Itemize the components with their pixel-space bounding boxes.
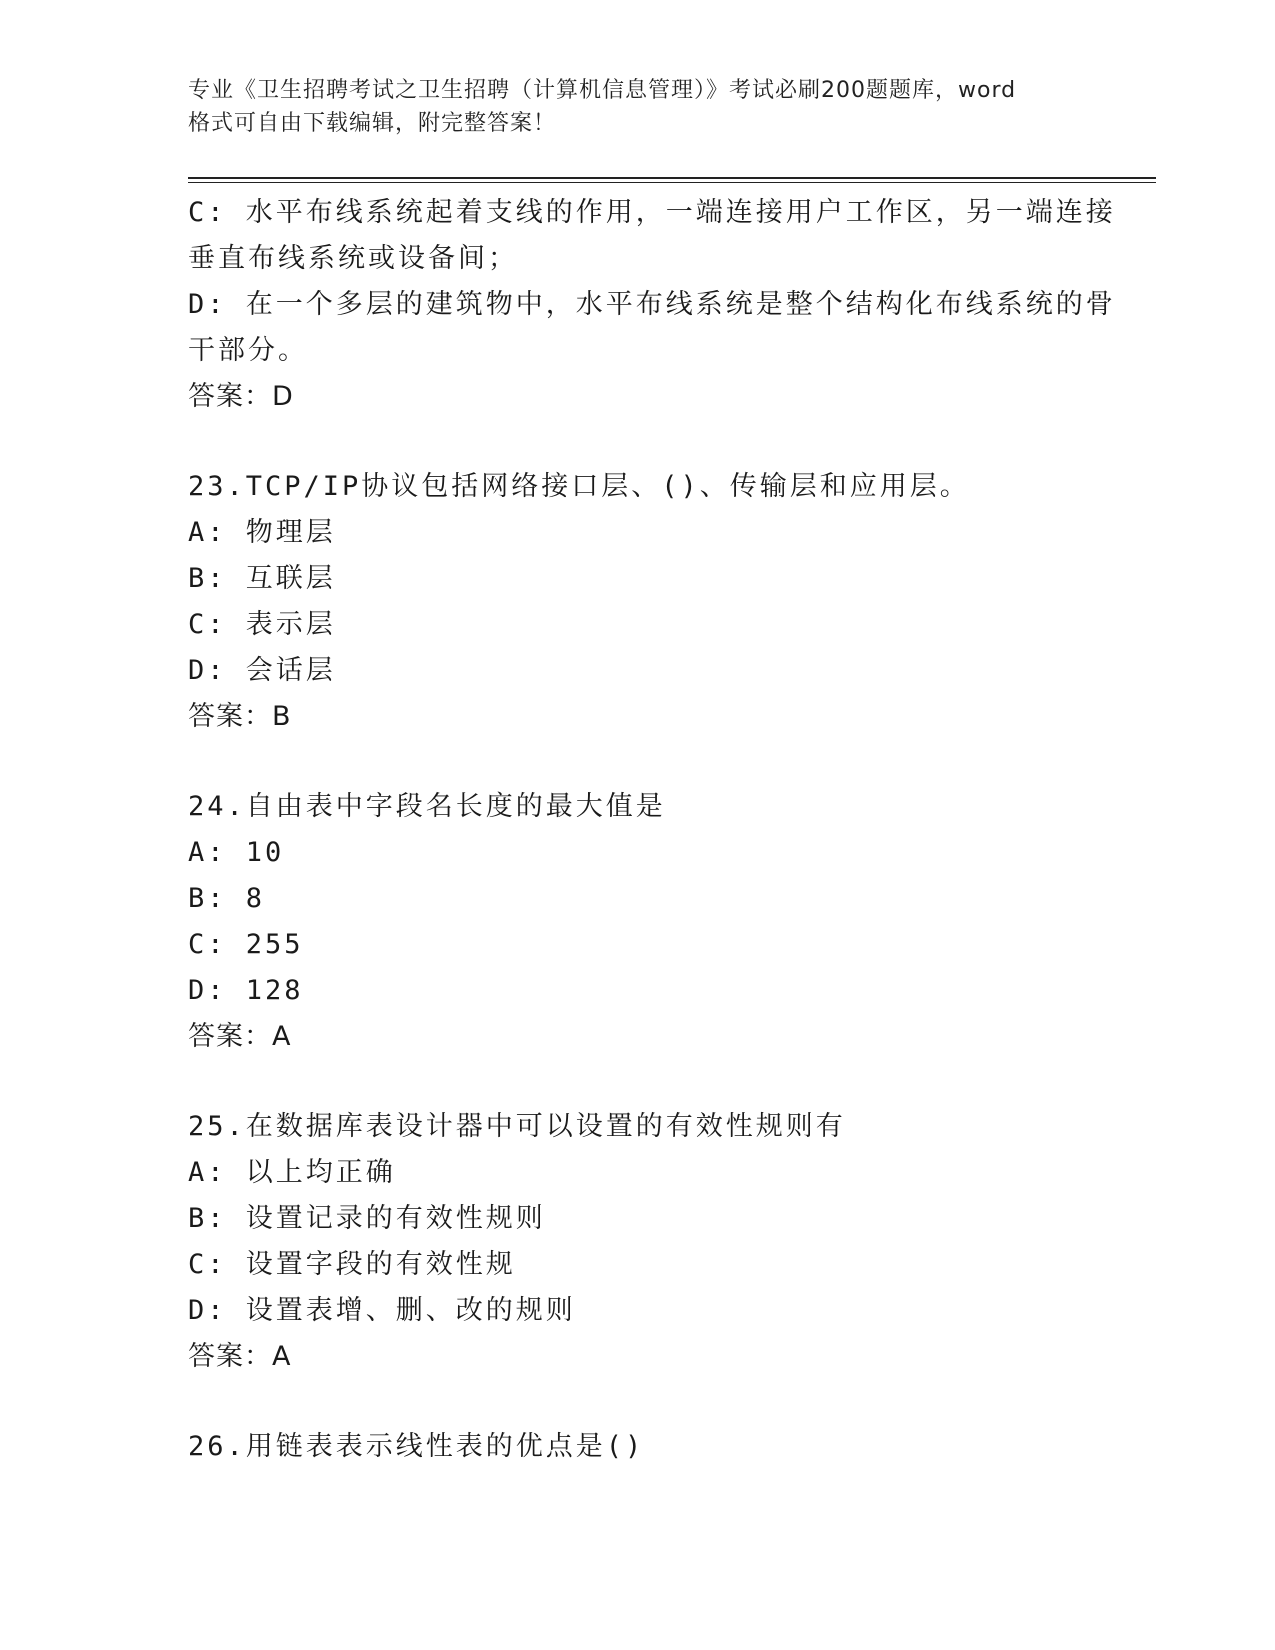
question-24 bbox=[188, 784, 1088, 1060]
question-22-continued bbox=[188, 190, 1116, 420]
option-d-line-1: D: 在一个多层的建筑物中，水平布线系统是整个结构化布线系统的骨 bbox=[188, 289, 1116, 320]
option-b: B: 8 bbox=[188, 883, 266, 914]
question-23 bbox=[188, 464, 1088, 740]
question-26 bbox=[188, 1424, 1088, 1470]
option-a: A: 10 bbox=[188, 837, 285, 868]
option-d-line-2: 干部分。 bbox=[188, 335, 308, 366]
header-line-1: 专业《卫生招聘考试之卫生招聘（计算机信息管理）》考试必刷200题题库，word bbox=[188, 78, 1017, 103]
question-text: 26.用链表表示线性表的优点是() bbox=[188, 1431, 645, 1462]
header-line-2: 格式可自由下载编辑，附完整答案！ bbox=[188, 111, 557, 136]
question-text: 24.自由表中字段名长度的最大值是 bbox=[188, 791, 666, 822]
question-25 bbox=[188, 1104, 1088, 1380]
question-text: 23.TCP/IP协议包括网络接口层、()、传输层和应用层。 bbox=[188, 471, 970, 502]
answer-24: 答案：A bbox=[188, 1021, 292, 1052]
option-d: D: 128 bbox=[188, 975, 304, 1006]
answer-25: 答案：A bbox=[188, 1341, 292, 1372]
option-b: B: 互联层 bbox=[188, 563, 336, 594]
option-a: A: 以上均正确 bbox=[188, 1157, 396, 1188]
option-c: C: 设置字段的有效性规 bbox=[188, 1249, 516, 1280]
header-divider-thick bbox=[188, 177, 1156, 179]
option-d: D: 设置表增、删、改的规则 bbox=[188, 1295, 576, 1326]
question-list bbox=[188, 190, 1116, 1470]
option-c-line-1: C: 水平布线系统起着支线的作用，一端连接用户工作区，另一端连接 bbox=[188, 197, 1116, 228]
option-c: C: 表示层 bbox=[188, 609, 336, 640]
answer-23: 答案：B bbox=[188, 701, 292, 732]
document-header bbox=[188, 74, 1088, 140]
option-d: D: 会话层 bbox=[188, 655, 336, 686]
option-a: A: 物理层 bbox=[188, 517, 336, 548]
option-c-line-2: 垂直布线系统或设备间； bbox=[188, 243, 518, 274]
question-text: 25.在数据库表设计器中可以设置的有效性规则有 bbox=[188, 1111, 846, 1142]
answer-22: 答案：D bbox=[188, 381, 294, 412]
option-c: C: 255 bbox=[188, 929, 304, 960]
option-b: B: 设置记录的有效性规则 bbox=[188, 1203, 546, 1234]
header-divider-thin bbox=[188, 182, 1156, 183]
